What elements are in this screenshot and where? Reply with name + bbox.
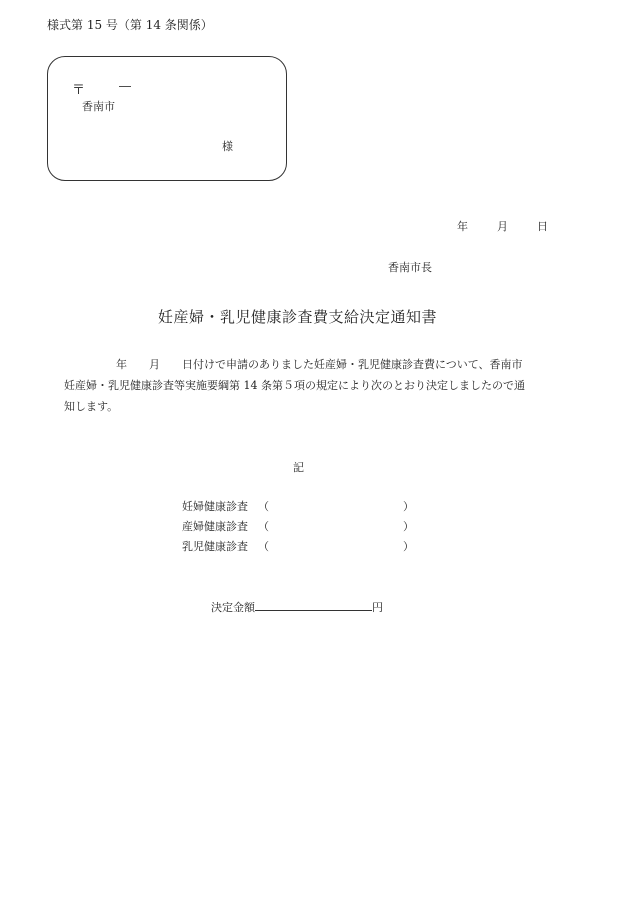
postal-code-dash: ― — [119, 79, 131, 93]
issue-date — [457, 218, 548, 234]
item-paren-open: （ — [258, 520, 269, 533]
item-label: 妊婦健康診査 — [182, 500, 248, 513]
item-paren-close: ） — [403, 520, 414, 533]
body-paragraph — [64, 354, 554, 417]
date-year: 年 — [457, 220, 468, 233]
postal-mark: 〒 — [72, 83, 86, 98]
recipient-honorific: 様 — [222, 140, 233, 153]
issuer: 香南市長 — [388, 261, 432, 274]
item-paren-close: ） — [403, 540, 414, 553]
amount-blank-line — [255, 599, 372, 611]
date-day: 日 — [537, 220, 548, 233]
document-title: 妊産婦・乳児健康診査費支給決定通知書 — [158, 308, 438, 326]
item-paren-open: （ — [258, 500, 269, 513]
form-number: 様式第 15 号（第 14 条関係） — [47, 18, 213, 32]
item-row — [182, 518, 414, 534]
date-month: 月 — [497, 220, 508, 233]
body-line-1: 年 月 日付けで申請のありました妊産婦・乳児健康診査費について、香南市 — [116, 358, 523, 371]
item-paren-close: ） — [403, 500, 414, 513]
address-box — [47, 56, 287, 181]
item-label: 産婦健康診査 — [182, 520, 248, 533]
item-row — [182, 538, 414, 554]
decision-amount — [211, 599, 383, 615]
record-label: 記 — [293, 461, 304, 474]
amount-unit: 円 — [372, 601, 383, 614]
body-line-3: 知します。 — [64, 400, 119, 413]
recipient-city: 香南市 — [82, 100, 115, 113]
item-paren-open: （ — [258, 540, 269, 553]
item-row — [182, 498, 414, 514]
body-line-2: 妊産婦・乳児健康診査等実施要綱第 14 条第５項の規定により次のとおり決定しましたので通 — [64, 379, 525, 392]
amount-label: 決定金額 — [211, 601, 255, 614]
item-label: 乳児健康診査 — [182, 540, 248, 553]
